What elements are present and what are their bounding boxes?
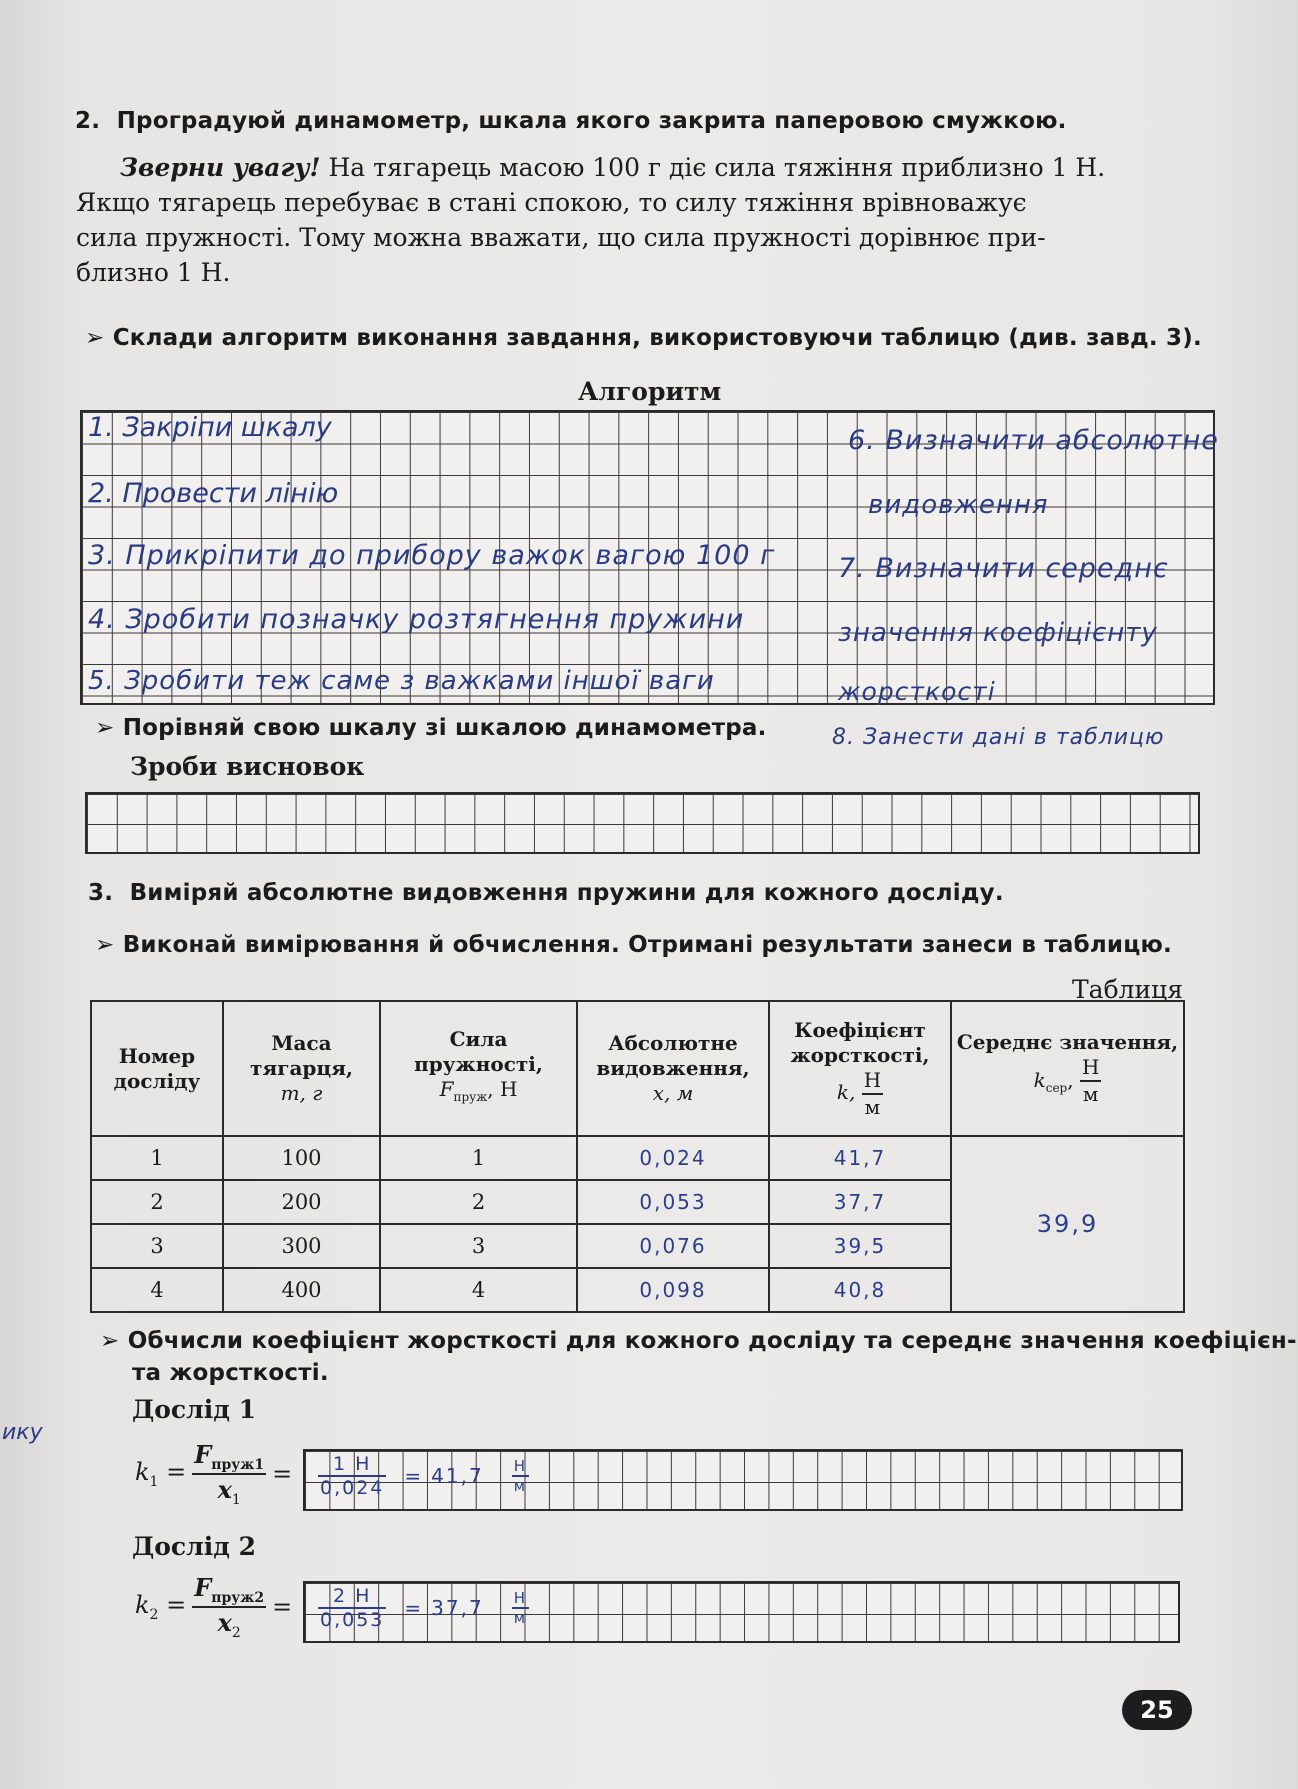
handwritten-step-6: 6. Визначити абсолютне bbox=[848, 425, 1219, 456]
bullet-make-algorithm: ➢ Склади алгоритм виконання завдання, використовуючи таблицю (див. завд. 3). bbox=[85, 325, 1202, 351]
handwritten-step-8: 8. Занести дані в таблицю bbox=[832, 725, 1165, 750]
cell-mass: 400 bbox=[223, 1268, 380, 1312]
experiment-2-heading: Дослід 2 bbox=[132, 1532, 257, 1561]
cell-number: 2 bbox=[91, 1180, 223, 1224]
header-elongation: Абсолютне видовження, x, м bbox=[577, 1001, 769, 1136]
task-2-note: Зверни увагу! На тягарець масою 100 г діє сила тяжіння приблизно 1 Н. Якщо тягарець перебуває в стані спокою, то силу тяжіння врівноважує сила пружності. Тому можна вважати, що сила пружності дорівнює при- близно 1 Н. bbox=[76, 153, 1106, 287]
cell-number: 4 bbox=[91, 1268, 223, 1312]
header-elastic-force: Сила пружності, $F_{пруж}$, Н bbox=[380, 1001, 577, 1136]
handwritten-step-7: 7. Визначити середнє bbox=[838, 553, 1169, 584]
conclusion-grid bbox=[85, 792, 1200, 854]
table-row bbox=[91, 1136, 1184, 1180]
cell-number: 3 bbox=[91, 1224, 223, 1268]
cell-elongation: 0,024 bbox=[639, 1146, 707, 1170]
cell-elongation: 0,098 bbox=[639, 1278, 707, 1302]
task-2-title: 2. Проградуюй динамометр, шкала якого закрита паперовою смужкою. bbox=[75, 108, 1067, 134]
experiment-1-heading: Дослід 1 bbox=[132, 1395, 257, 1424]
cell-mass: 100 bbox=[223, 1136, 380, 1180]
cell-force: 4 bbox=[380, 1268, 577, 1312]
cell-elongation: 0,053 bbox=[639, 1190, 707, 1214]
formula-1: $k_1$ = $\frac{F_{пруж1}}{x_1}$ = bbox=[135, 1440, 293, 1508]
header-experiment-number: Номер досліду bbox=[91, 1001, 223, 1136]
handwritten-step-5: 5. Зробити теж саме з важками іншої ваги bbox=[88, 666, 715, 696]
cell-stiffness: 39,5 bbox=[833, 1234, 887, 1258]
handwritten-step-3: 3. Прикріпити до прибору важок вагою 100 г bbox=[88, 540, 776, 571]
cell-force: 3 bbox=[380, 1224, 577, 1268]
table-caption: Таблиця bbox=[1072, 975, 1184, 1004]
formula-2: $k_2$ = $\frac{F_{пруж2}}{x_2}$ = bbox=[135, 1573, 293, 1641]
calc-2-handwritten: $\frac{2 Н}{0,053}$ = 37,7 $\frac{Н}{м}$ bbox=[320, 1585, 528, 1631]
cell-mass: 200 bbox=[223, 1180, 380, 1224]
task-3-title: 3. Виміряй абсолютне видовження пружини для кожного досліду. bbox=[88, 880, 1004, 906]
algorithm-heading: Алгоритм bbox=[578, 377, 722, 406]
cell-mass: 300 bbox=[223, 1224, 380, 1268]
bullet-compare-scale: ➢ Порівняй свою шкалу зі шкалою динамометра. bbox=[95, 715, 767, 741]
handwritten-step-6-cont: видовження bbox=[868, 490, 1049, 520]
results-table bbox=[90, 1000, 1185, 1313]
handwritten-step-2: 2. Провести лінію bbox=[88, 478, 339, 509]
bullet-measure: ➢ Виконай вимірювання й обчислення. Отримані результати занеси в таблицю. bbox=[95, 932, 1172, 958]
conclusion-heading: Зроби висновок bbox=[130, 752, 365, 781]
cell-number: 1 bbox=[91, 1136, 223, 1180]
bullet-calculate: ➢ Обчисли коефіцієнт жорсткості для кожного досліду та середнє значення коефіцієн- та жорсткості. bbox=[100, 1328, 1297, 1386]
page-number: 25 bbox=[1122, 1690, 1192, 1730]
cell-stiffness: 37,7 bbox=[833, 1190, 887, 1214]
cell-stiffness: 40,8 bbox=[833, 1278, 887, 1302]
handwritten-step-1: 1. Закріпи шкалу bbox=[88, 412, 332, 443]
header-mass: Маса тягарця, m, г bbox=[223, 1001, 380, 1136]
handwritten-step-7-cont: значення коефіцієнту bbox=[838, 618, 1158, 648]
calc-1-handwritten: $\frac{1 Н}{0,024}$ = 41,7 $\frac{Н}{м}$ bbox=[320, 1453, 528, 1499]
handwritten-step-4: 4. Зробити позначку розтягнення пружини bbox=[88, 604, 745, 635]
cell-elongation: 0,076 bbox=[639, 1234, 707, 1258]
header-stiffness: Коефіцієнт жорсткості, k, $\frac{Н}{м}$ bbox=[769, 1001, 951, 1136]
header-average: Середнє значення, $k_{сер}$, $\frac{Н}{м}$ bbox=[951, 1001, 1184, 1136]
cell-stiffness: 41,7 bbox=[833, 1146, 887, 1170]
cell-average: 39,9 bbox=[1036, 1210, 1099, 1238]
handwritten-step-7-end: жорсткості bbox=[838, 677, 996, 706]
margin-note: ику bbox=[2, 1420, 43, 1445]
cell-force: 2 bbox=[380, 1180, 577, 1224]
cell-force: 1 bbox=[380, 1136, 577, 1180]
